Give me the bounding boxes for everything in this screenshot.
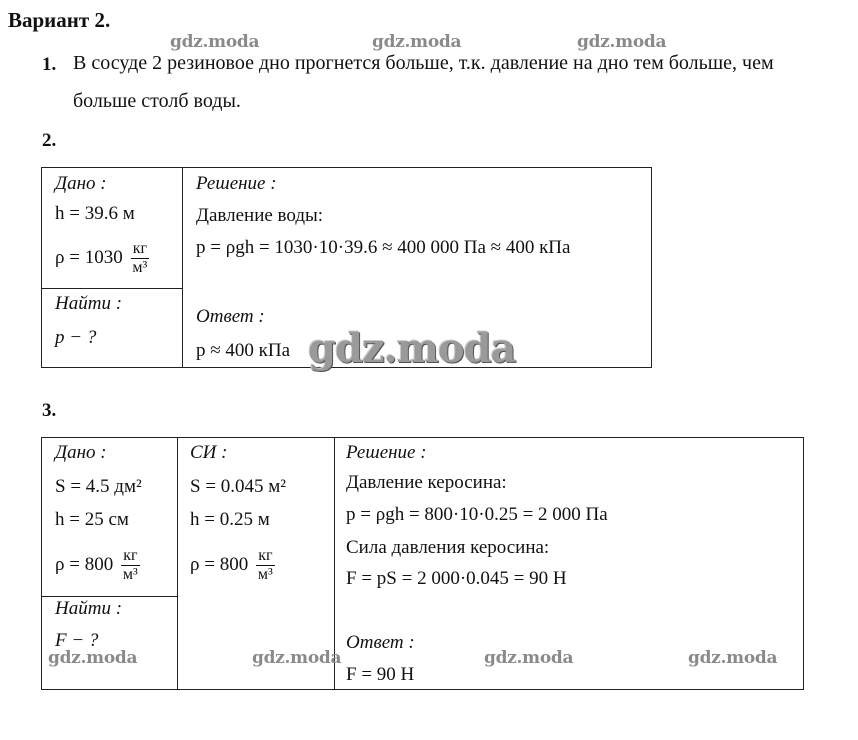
q2-solution-line2: p = ρgh = 1030·10·39.6 ≈ 400 000 Па ≈ 400 кПа — [196, 237, 571, 258]
watermark: gdz.moda — [688, 648, 778, 668]
q2-divider — [182, 167, 183, 367]
q3-si-S: S = 0.045 м² — [190, 476, 287, 497]
watermark: gdz.moda — [170, 32, 260, 52]
q2-rho-unit — [131, 240, 149, 277]
q1-number: 1. — [42, 54, 57, 75]
q3-given-rho — [55, 547, 140, 584]
q2-divider — [41, 288, 183, 289]
q2-answer-label: Ответ : — [196, 306, 265, 327]
q3-solution-line2: p = ρgh = 800·10·0.25 = 2 000 Па — [346, 504, 608, 525]
q2-solution-line1: Давление воды: — [196, 205, 324, 226]
q2-find-label: Найти : — [55, 293, 123, 314]
q3-solution-label: Решение : — [346, 442, 427, 463]
q3-divider — [41, 596, 178, 597]
q2-answer: p ≈ 400 кПа — [196, 340, 291, 361]
q3-solution-line1: Давление керосина: — [346, 472, 507, 493]
q3-si-label: СИ : — [190, 442, 228, 463]
q1-text-line2: больше столб воды. — [73, 90, 241, 112]
q3-solution-line3: Сила давления керосина: — [346, 537, 550, 558]
q3-si-rho-unit-num: кг — [258, 547, 273, 564]
q2-number: 2. — [42, 130, 57, 151]
q2-rho-unit-den: м³ — [132, 259, 148, 276]
q3-si-rho-value: ρ = 800 — [190, 553, 249, 575]
watermark: gdz.moda — [372, 32, 462, 52]
q3-solution-line4: F = pS = 2 000·0.045 = 90 Н — [346, 568, 567, 589]
q3-answer-label: Ответ : — [346, 632, 415, 653]
q2-given-rho — [55, 240, 149, 277]
q3-divider — [177, 437, 178, 689]
q2-find: p − ? — [55, 327, 97, 348]
q2-rho-unit-num: кг — [132, 240, 148, 257]
q3-rho-unit — [121, 547, 139, 584]
q3-rho-unit-num: кг — [123, 547, 138, 564]
q3-given-h: h = 25 см — [55, 509, 129, 530]
watermark: gdz.moda — [484, 648, 574, 668]
q3-si-rho — [190, 547, 275, 584]
q3-find: F − ? — [55, 630, 99, 651]
q3-rho-unit-den: м³ — [122, 566, 138, 583]
q3-answer: F = 90 Н — [346, 664, 415, 685]
watermark: gdz.moda — [577, 32, 667, 52]
q3-number: 3. — [42, 400, 57, 421]
q3-si-rho-unit — [256, 547, 274, 584]
q3-si-rho-unit-den: м³ — [257, 566, 273, 583]
q2-solution-label: Решение : — [196, 173, 277, 194]
page-title: Вариант 2. — [8, 8, 111, 32]
watermark: gdz.moda — [48, 648, 138, 668]
q2-given-label: Дано : — [55, 173, 107, 194]
q2-given-h: h = 39.6 м — [55, 203, 135, 224]
q2-rho-value: ρ = 1030 — [55, 246, 123, 268]
watermark-large: gdz.moda — [308, 325, 516, 372]
q3-si-h: h = 0.25 м — [190, 509, 270, 530]
q3-given-label: Дано : — [55, 442, 107, 463]
watermark: gdz.moda — [252, 648, 342, 668]
q3-find-label: Найти : — [55, 598, 123, 619]
q1-text-line1: В сосуде 2 резиновое дно прогнется больше, т.к. давление на дно тем больше, чем — [73, 52, 774, 74]
q3-rho-value: ρ = 800 — [55, 553, 114, 575]
q3-given-S: S = 4.5 дм² — [55, 476, 142, 497]
